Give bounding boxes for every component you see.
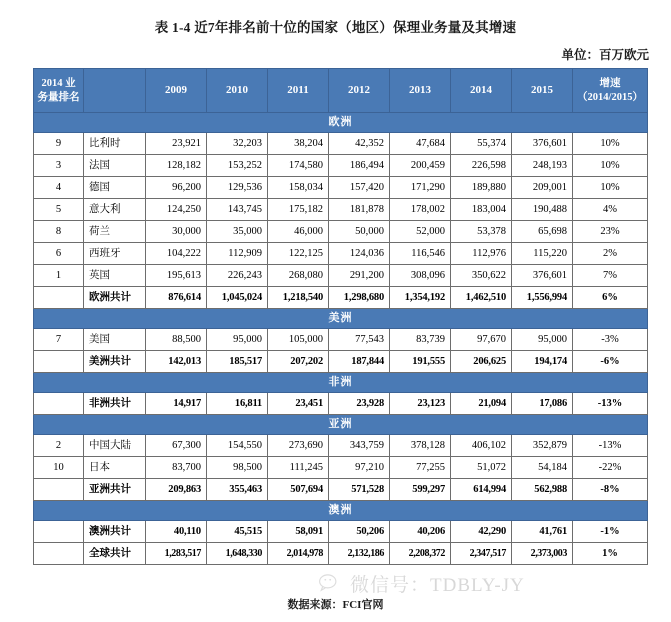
subtotal-row	[34, 351, 648, 373]
watermark	[318, 566, 658, 600]
growth-head-line1: 增速	[599, 78, 621, 90]
cell-rank	[34, 521, 84, 543]
cell-value-2010: 153,252	[207, 155, 268, 177]
region-header-row	[34, 373, 648, 393]
region-label: 欧洲	[34, 113, 648, 133]
source-note: 数据来源：FCI官网	[287, 599, 384, 611]
cell-growth: 7%	[573, 265, 648, 287]
cell-country: 中国大陆	[84, 435, 146, 457]
cell-rank: 4	[34, 177, 84, 199]
cell-growth: -6%	[573, 351, 648, 373]
table-row	[34, 435, 648, 457]
cell-value-2013: 2,208,372	[390, 543, 451, 565]
table-row	[34, 221, 648, 243]
page-title: 表 1-4 近7年排名前十位的国家（地区）保理业务量及其增速	[154, 20, 517, 35]
region-header-row	[34, 113, 648, 133]
unit-label: 单位：百万欧元	[561, 48, 649, 62]
cell-value-2012: 77,543	[329, 329, 390, 351]
cell-country: 美洲共计	[84, 351, 146, 373]
cell-value-2009: 876,614	[146, 287, 207, 309]
cell-value-2011: 207,202	[268, 351, 329, 373]
cell-value-2012: 124,036	[329, 243, 390, 265]
cell-growth: 4%	[573, 199, 648, 221]
cell-value-2013: 40,206	[390, 521, 451, 543]
cell-rank: 3	[34, 155, 84, 177]
cell-value-2013: 77,255	[390, 457, 451, 479]
cell-value-2013: 599,297	[390, 479, 451, 501]
table-row	[34, 155, 648, 177]
cell-value-2013: 178,002	[390, 199, 451, 221]
cell-value-2010: 32,203	[207, 133, 268, 155]
cell-value-2015: 1,556,994	[512, 287, 573, 309]
cell-value-2013: 116,546	[390, 243, 451, 265]
cell-value-2011: 46,000	[268, 221, 329, 243]
cell-country: 德国	[84, 177, 146, 199]
cell-value-2014: 1,462,510	[451, 287, 512, 309]
cell-rank: 6	[34, 243, 84, 265]
cell-rank: 1	[34, 265, 84, 287]
cell-value-2011: 111,245	[268, 457, 329, 479]
column-header-2013: 2013	[390, 69, 451, 113]
column-header-country	[84, 69, 146, 113]
cell-growth: 10%	[573, 155, 648, 177]
cell-value-2011: 175,182	[268, 199, 329, 221]
column-header-2011: 2011	[268, 69, 329, 113]
cell-value-2012: 42,352	[329, 133, 390, 155]
column-header-2010: 2010	[207, 69, 268, 113]
cell-value-2009: 30,000	[146, 221, 207, 243]
cell-value-2010: 154,550	[207, 435, 268, 457]
cell-value-2013: 83,739	[390, 329, 451, 351]
cell-value-2010: 1,045,024	[207, 287, 268, 309]
cell-value-2011: 158,034	[268, 177, 329, 199]
cell-value-2012: 291,200	[329, 265, 390, 287]
cell-country: 亚洲共计	[84, 479, 146, 501]
cell-country: 欧洲共计	[84, 287, 146, 309]
cell-country: 澳洲共计	[84, 521, 146, 543]
table-row	[34, 133, 648, 155]
column-header-2009: 2009	[146, 69, 207, 113]
table-row	[34, 265, 648, 287]
cell-value-2015: 65,698	[512, 221, 573, 243]
cell-value-2010: 129,536	[207, 177, 268, 199]
cell-growth: 10%	[573, 177, 648, 199]
factoring-volume-table	[33, 68, 648, 565]
cell-value-2009: 23,921	[146, 133, 207, 155]
cell-value-2012: 2,132,186	[329, 543, 390, 565]
cell-value-2015: 562,988	[512, 479, 573, 501]
column-header-2015: 2015	[512, 69, 573, 113]
region-header-row	[34, 501, 648, 521]
cell-value-2009: 40,110	[146, 521, 207, 543]
cell-country: 美国	[84, 329, 146, 351]
cell-rank: 10	[34, 457, 84, 479]
cell-value-2015: 115,220	[512, 243, 573, 265]
cell-value-2009: 14,917	[146, 393, 207, 415]
cell-value-2009: 195,613	[146, 265, 207, 287]
cell-growth: 2%	[573, 243, 648, 265]
column-header-2014: 2014	[451, 69, 512, 113]
cell-value-2010: 355,463	[207, 479, 268, 501]
cell-value-2011: 268,080	[268, 265, 329, 287]
cell-rank	[34, 287, 84, 309]
subtotal-row	[34, 287, 648, 309]
cell-value-2015: 209,001	[512, 177, 573, 199]
cell-rank	[34, 393, 84, 415]
cell-value-2015: 376,601	[512, 265, 573, 287]
cell-value-2012: 23,928	[329, 393, 390, 415]
cell-value-2011: 23,451	[268, 393, 329, 415]
cell-rank	[34, 351, 84, 373]
cell-value-2013: 200,459	[390, 155, 451, 177]
cell-country: 日本	[84, 457, 146, 479]
table-row	[34, 329, 648, 351]
cell-value-2013: 308,096	[390, 265, 451, 287]
cell-value-2012: 571,528	[329, 479, 390, 501]
column-header-rank	[34, 69, 84, 113]
cell-growth: 10%	[573, 133, 648, 155]
cell-value-2015: 17,086	[512, 393, 573, 415]
grand-total-row	[34, 543, 648, 565]
cell-rank: 7	[34, 329, 84, 351]
watermark-text: 微信号：TDBLY-JY	[350, 574, 525, 596]
cell-value-2012: 187,844	[329, 351, 390, 373]
region-label: 非洲	[34, 373, 648, 393]
cell-value-2015: 54,184	[512, 457, 573, 479]
wechat-icon	[318, 573, 344, 593]
cell-rank: 2	[34, 435, 84, 457]
cell-value-2012: 50,000	[329, 221, 390, 243]
cell-value-2010: 143,745	[207, 199, 268, 221]
cell-value-2015: 352,879	[512, 435, 573, 457]
cell-value-2015: 2,373,003	[512, 543, 573, 565]
cell-value-2014: 226,598	[451, 155, 512, 177]
cell-value-2015: 95,000	[512, 329, 573, 351]
cell-value-2009: 96,200	[146, 177, 207, 199]
subtotal-row	[34, 479, 648, 501]
region-label: 亚洲	[34, 415, 648, 435]
cell-growth: -22%	[573, 457, 648, 479]
cell-value-2012: 157,420	[329, 177, 390, 199]
cell-value-2013: 378,128	[390, 435, 451, 457]
table-row	[34, 177, 648, 199]
cell-value-2014: 53,378	[451, 221, 512, 243]
region-header-row	[34, 415, 648, 435]
cell-value-2009: 142,013	[146, 351, 207, 373]
cell-value-2014: 206,625	[451, 351, 512, 373]
cell-growth: -13%	[573, 435, 648, 457]
cell-country: 西班牙	[84, 243, 146, 265]
cell-value-2015: 190,488	[512, 199, 573, 221]
cell-rank: 9	[34, 133, 84, 155]
cell-value-2009: 88,500	[146, 329, 207, 351]
cell-rank	[34, 543, 84, 565]
cell-value-2012: 186,494	[329, 155, 390, 177]
region-label: 澳洲	[34, 501, 648, 521]
cell-rank: 8	[34, 221, 84, 243]
cell-value-2011: 507,694	[268, 479, 329, 501]
cell-value-2012: 181,878	[329, 199, 390, 221]
cell-value-2012: 97,210	[329, 457, 390, 479]
cell-value-2014: 189,880	[451, 177, 512, 199]
cell-value-2010: 95,000	[207, 329, 268, 351]
cell-value-2013: 47,684	[390, 133, 451, 155]
cell-value-2011: 2,014,978	[268, 543, 329, 565]
cell-value-2015: 194,174	[512, 351, 573, 373]
rank-head-line2: 务量排名	[37, 91, 80, 103]
cell-value-2012: 343,759	[329, 435, 390, 457]
cell-value-2014: 2,347,517	[451, 543, 512, 565]
cell-value-2010: 112,909	[207, 243, 268, 265]
growth-head-line2: （2014/2015）	[577, 91, 643, 103]
cell-country: 意大利	[84, 199, 146, 221]
table-row	[34, 199, 648, 221]
column-header-2012: 2012	[329, 69, 390, 113]
region-label: 美洲	[34, 309, 648, 329]
cell-value-2011: 58,091	[268, 521, 329, 543]
cell-value-2010: 98,500	[207, 457, 268, 479]
subtotal-row	[34, 393, 648, 415]
cell-country: 比利时	[84, 133, 146, 155]
cell-growth: -3%	[573, 329, 648, 351]
cell-value-2014: 614,994	[451, 479, 512, 501]
cell-rank	[34, 479, 84, 501]
cell-growth: 23%	[573, 221, 648, 243]
cell-value-2015: 248,193	[512, 155, 573, 177]
cell-country: 荷兰	[84, 221, 146, 243]
cell-value-2011: 174,580	[268, 155, 329, 177]
table-row	[34, 243, 648, 265]
cell-value-2014: 112,976	[451, 243, 512, 265]
cell-value-2015: 41,761	[512, 521, 573, 543]
cell-rank: 5	[34, 199, 84, 221]
cell-value-2012: 50,206	[329, 521, 390, 543]
cell-value-2009: 124,250	[146, 199, 207, 221]
cell-value-2014: 406,102	[451, 435, 512, 457]
subtotal-row	[34, 521, 648, 543]
cell-value-2010: 1,648,330	[207, 543, 268, 565]
cell-growth: -8%	[573, 479, 648, 501]
cell-value-2014: 42,290	[451, 521, 512, 543]
cell-value-2009: 104,222	[146, 243, 207, 265]
cell-value-2011: 273,690	[268, 435, 329, 457]
cell-value-2014: 350,622	[451, 265, 512, 287]
cell-value-2009: 83,700	[146, 457, 207, 479]
cell-growth: 1%	[573, 543, 648, 565]
cell-value-2009: 67,300	[146, 435, 207, 457]
table-body	[34, 113, 648, 565]
rank-head-line1: 2014 业	[41, 78, 76, 90]
cell-value-2009: 209,863	[146, 479, 207, 501]
cell-value-2013: 191,555	[390, 351, 451, 373]
cell-value-2010: 45,515	[207, 521, 268, 543]
cell-value-2011: 1,218,540	[268, 287, 329, 309]
cell-value-2010: 185,517	[207, 351, 268, 373]
cell-value-2011: 105,000	[268, 329, 329, 351]
cell-value-2011: 122,125	[268, 243, 329, 265]
cell-value-2014: 183,004	[451, 199, 512, 221]
cell-growth: 6%	[573, 287, 648, 309]
cell-value-2014: 21,094	[451, 393, 512, 415]
cell-value-2010: 16,811	[207, 393, 268, 415]
cell-country: 非洲共计	[84, 393, 146, 415]
cell-value-2009: 128,182	[146, 155, 207, 177]
cell-value-2014: 51,072	[451, 457, 512, 479]
cell-value-2010: 35,000	[207, 221, 268, 243]
cell-country: 全球共计	[84, 543, 146, 565]
cell-value-2011: 38,204	[268, 133, 329, 155]
table-row	[34, 457, 648, 479]
cell-value-2013: 1,354,192	[390, 287, 451, 309]
cell-country: 英国	[84, 265, 146, 287]
cell-value-2014: 55,374	[451, 133, 512, 155]
cell-growth: -1%	[573, 521, 648, 543]
cell-country: 法国	[84, 155, 146, 177]
cell-growth: -13%	[573, 393, 648, 415]
cell-value-2009: 1,283,517	[146, 543, 207, 565]
column-header-growth	[573, 69, 648, 113]
cell-value-2015: 376,601	[512, 133, 573, 155]
cell-value-2010: 226,243	[207, 265, 268, 287]
cell-value-2012: 1,298,680	[329, 287, 390, 309]
cell-value-2013: 52,000	[390, 221, 451, 243]
cell-value-2013: 171,290	[390, 177, 451, 199]
region-header-row	[34, 309, 648, 329]
cell-value-2014: 97,670	[451, 329, 512, 351]
cell-value-2013: 23,123	[390, 393, 451, 415]
